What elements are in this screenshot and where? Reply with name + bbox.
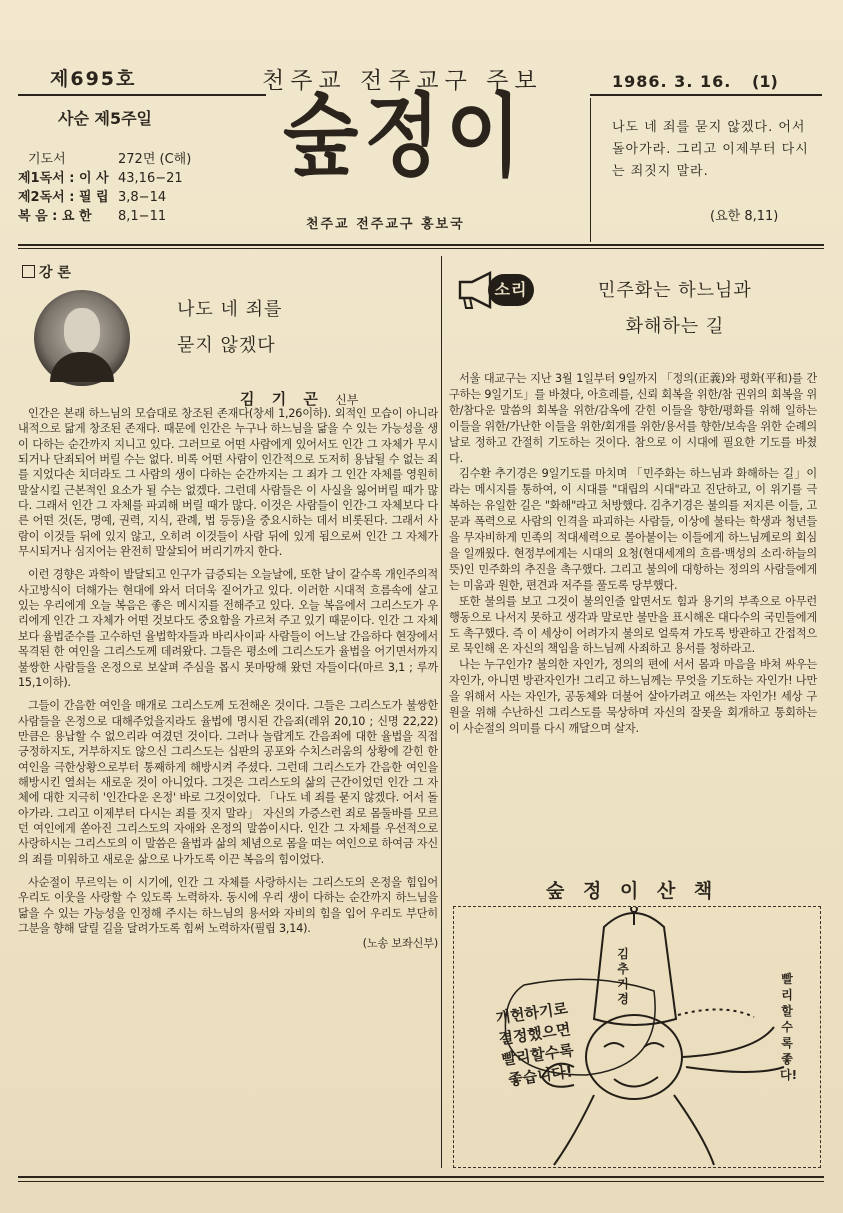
liturgical-season: 사순 제5주일 [58,109,152,128]
cartoon-side-caption: 빨리할수록 좋다! [780,972,798,1082]
cartoon-cap-label: 김추기경 [617,947,629,1006]
header-bottom-rule-2 [18,248,824,249]
editorial-body [18,406,438,952]
column-divider [441,256,442,1168]
sori-logo [458,270,534,310]
editorial-author: 김 기 곤 신부 [240,390,359,408]
paragraph: 또한 불의를 보고 그것이 불의인줄 알면서도 힘과 용기의 부족으로 아무런 행동으로 나서지 못하고 생각과 말로만 불만을 표시해온 대다수의 국민들에게도 촉구했다. 즉 이 세상이 어려가지 불의로 얼룩져 가도록 방관하고 간접적으로 묵인해 온 자신의 책임을 하느님께 사죄하고 용서를 청하라고. [449,594,817,656]
header-rule-right [590,94,822,96]
page-number: (1) [752,72,778,91]
masthead-logo: 숲정이 [283,85,528,189]
cartoon-section-title: 숲 정 이 산 책 [546,880,719,902]
paragraph: 서울 대교구는 지난 3월 1일부터 9일까지 「정의(正義)와 평화(平和)를 간구하는 9일기도」를 바쳤다, 아흐레를, 신뢰 회복을 위한/참 권위의 회복을 위한/참다운 말씀의 회복을 위한/감옥에 갇힌 이들을 향한/평화를 위해 일하는 이들을 위한/가난한 이들을 위한/회개를 위한/용서를 향한/보속을 위한 순례의 날로 정하고 간절히 기도하는 것이다. 참으로 이 시대에 필요한 기도를 바쳤다. [449,372,817,465]
issue-number: 제695호 [50,68,137,90]
reading-row: 기도서 272면 (C해) [28,152,192,167]
reading-row: 복 음 : 요 한 8,1−11 [18,209,167,224]
sori-title: 민주화는 하느님과 화해하는 길 [598,280,752,337]
header-rule-left [18,94,266,96]
cartoon-panel [453,906,821,1168]
footer-rule [18,1176,824,1178]
paragraph: 인간은 본래 하느님의 모습대로 창조된 존재다(창세 1,26이하). 외적인 모습이 아니라 내적으로 닮게 창조된 존재다. 때문에 인간은 누구나 하느님을 닮을 수 있는 가능성을 생이 다하는 순간까지 지니고 있다. 그러므로 어떤 사람에게 있어서도 인간 그 자체가 무시되거나 단죄되어 버릴 수는 없다. 비록 어떤 사람이 인간적으로 도저히 용납될 수 없는 죄를 지었다손 치더라도 그 사람의 생이 다하는 순간까지는 그 죄가 그 인간 자체를 영원히 말살시킬 근본적인 요소가 될 수는 없겠다. 그런데 사람들은 이 사실을 잃어버릴 때가 많다. 그래서 인간 그 자체를 파괴해 버릴 때가 많다. 이것은 사람들이 인간·그 자체보다 다른 어떤 것(돈, 명예, 권력, 지식, 관례, 법 등등)을 중요시하는 데서 비롯된다. 그래서 사람이 이것들 뒤에 있지 않고, 오히려 이것들이 사람 뒤에 있게 됨으로써 인간 그 자체가 무시되거나 심지어는 완전히 말살되어 버리기까지 한다. [18,407,438,559]
scripture-quote-ref: (요한 8,11) [710,209,779,224]
sori-badge: 소리 [488,274,534,306]
paragraph: 나는 누구인가? 불의한 자인가, 정의의 편에 서서 몸과 마음을 바쳐 싸우는 자인가, 아니면 방관자인가! 그리고 하느님께는 무엇을 기도하는 자인가! 나만을 위해서 사는 자인가, 공동체와 더불어 살아가려고 애쓰는 자인가! 세상 구원을 위해 수난하신 그리스도를 묵상하며 자신의 잘못을 회개하고 통회하는 이 사순절의 의미를 다시 깨달으며 살자. [449,658,817,735]
paragraph: 그들이 간음한 여인을 매개로 그리스도께 도전해온 것이다. 그들은 그리스도가 불쌍한 사람들을 온정으로 대해주었을지라도 율법에 명시된 간음죄(레위 20,10 ; 신명 22,22) 만큼은 용납할 수 없으리라 여겼던 것이다. 그러나 놀랍게도 간음죄에 대한 율법을 직접 긍정하지도, 거부하지도 않으신 그리스도는 십판의 공포와 수치스러움의 상황에 갇힌 한 여인을 극한상황으로부터 통째하게 해방시켜 주셨다. 그런데 그리스도가 간음한 여인을 해방시킨 열쇠는 새로운 것이 아니었다. 그것은 그리스도의 삶의 근간이었던 인간 그 자체에 대한 지극히 '인간다운 온정' 바로 그것이었다. 「나도 네 죄를 묻지 않겠다. 어서 돌아가라. 그리고 이제부터 다시는 죄를 짓지 말라」 자신의 가증스런 죄로 몸둘바를 모르던 여인에게 쏟아진 그리스도의 자애와 온정의 말씀이시다. 인간 그 자체를 우선적으로 사랑하시는 그리스도의 이 말씀은 율법과 삶의 체념으로 몸을 떠는 여인으로 하여금 자신의 죄를 미워하고 새로운 삶으로 나가도록 이끈 복음의 힘이었다. [18,699,438,866]
author-photo [34,290,130,386]
quote-divider [590,98,591,242]
editorial-signature: (노송 보좌신부) [362,937,438,951]
publication-name: 천주교 전주교구 주보 [262,68,543,94]
paragraph: 이런 경향은 과학이 발달되고 인구가 급증되는 오늘날에, 또한 날이 갈수록 개인주의적 사고방식이 더해가는 현대에 와서 더더욱 짙어가고 있다. 이러한 시대적 흐름속에 살고 있는 우리에게 오늘 복음은 좋은 메시지를 전해주고 있다. 오늘 복음에서 그리스도가 우리에게 인간 그 자체가 어떤 것보다도 중요함을 가르쳐 주고 있기 때문이다. 인간 그 자체보다 율법준수를 고수하던 율법학자들과 바리사이파 사람들이 어느날 간음하다 현장에서 목격된 한 여인을 그리스도께 데려왔다. 그들은 평소에 그리스도가 율법을 어기면서까지 불쌍한 사람들을 온정으로 보살펴 주심을 몹시 못마땅해 왔던 자들이다(마르 3,1 ; 루까 15,1이하). [18,568,438,689]
paragraph: 사순절이 무르익는 이 시기에, 인간 그 자체를 사랑하시는 그리스도의 온정을 힘입어 우리도 이웃을 사랑할 수 있도록 노력하자. 동시에 우리 생이 다하는 순간까지 하느님을 닮을 수 있는 가능성을 인정해 주시는 하느님의 용서와 자비의 힘을 입어 우리도 부단히 그분을 향해 달릴 길을 달려가도록 힘써 노력하자(필립 3,14). [18,875,438,935]
cartoon-speech: 개헌하기로 결정했으면 빨리할수록 좋습니다! [494,999,575,1090]
sori-body [449,371,817,737]
paragraph: 김수환 추기경은 9일기도를 마치며 「민주화는 하느님과 화해하는 길」이라는 메시지를 통하여, 이 시대를 "대립의 시대"라고 진단하고, 이 위기를 극복하는 유일한 길은 "화해"라고 처방했다. 김추기경은 불의를 저지른 이들, 고문과 폭력으로 사람의 인격을 파괴하는 사람들, 이상에 불타는 학생과 청년들을 무자비하게 민족의 적대세력으로 몰아붙이는 이들에게 하느님께로의 회심을 일깨웠다. 현정부에게는 시대의 요청(현대세계의 흐름·백성의 소리·하늘의 뜻)인 민주화의 추진을 촉구했다. 그리고 불의에 대항하는 정의의 사람들에게는 미움과 원한, 편견과 저주를 풀도록 당부했다. [449,467,817,592]
reading-row: 제1독서 : 이 사 43,16−21 [18,171,183,186]
section-label: 강 론 [22,262,71,282]
scripture-quote: 나도 네 죄를 묻지 않겠다. 어서 돌아가라. 그리고 이제부터 다시는 죄짓지 말라. [612,120,809,179]
section-box-icon [22,265,35,278]
footer-rule-2 [18,1181,824,1182]
issue-date: 1986. 3. 16. [612,72,732,91]
publisher-office: 천주교 전주교구 홍보국 [306,217,465,232]
readings-list [18,150,263,226]
reading-row: 제2독서 : 필 립 3,8−14 [18,190,167,205]
header-bottom-rule [18,244,824,246]
editorial-title: 나도 네 죄를 묻지 않겠다 [177,299,283,356]
